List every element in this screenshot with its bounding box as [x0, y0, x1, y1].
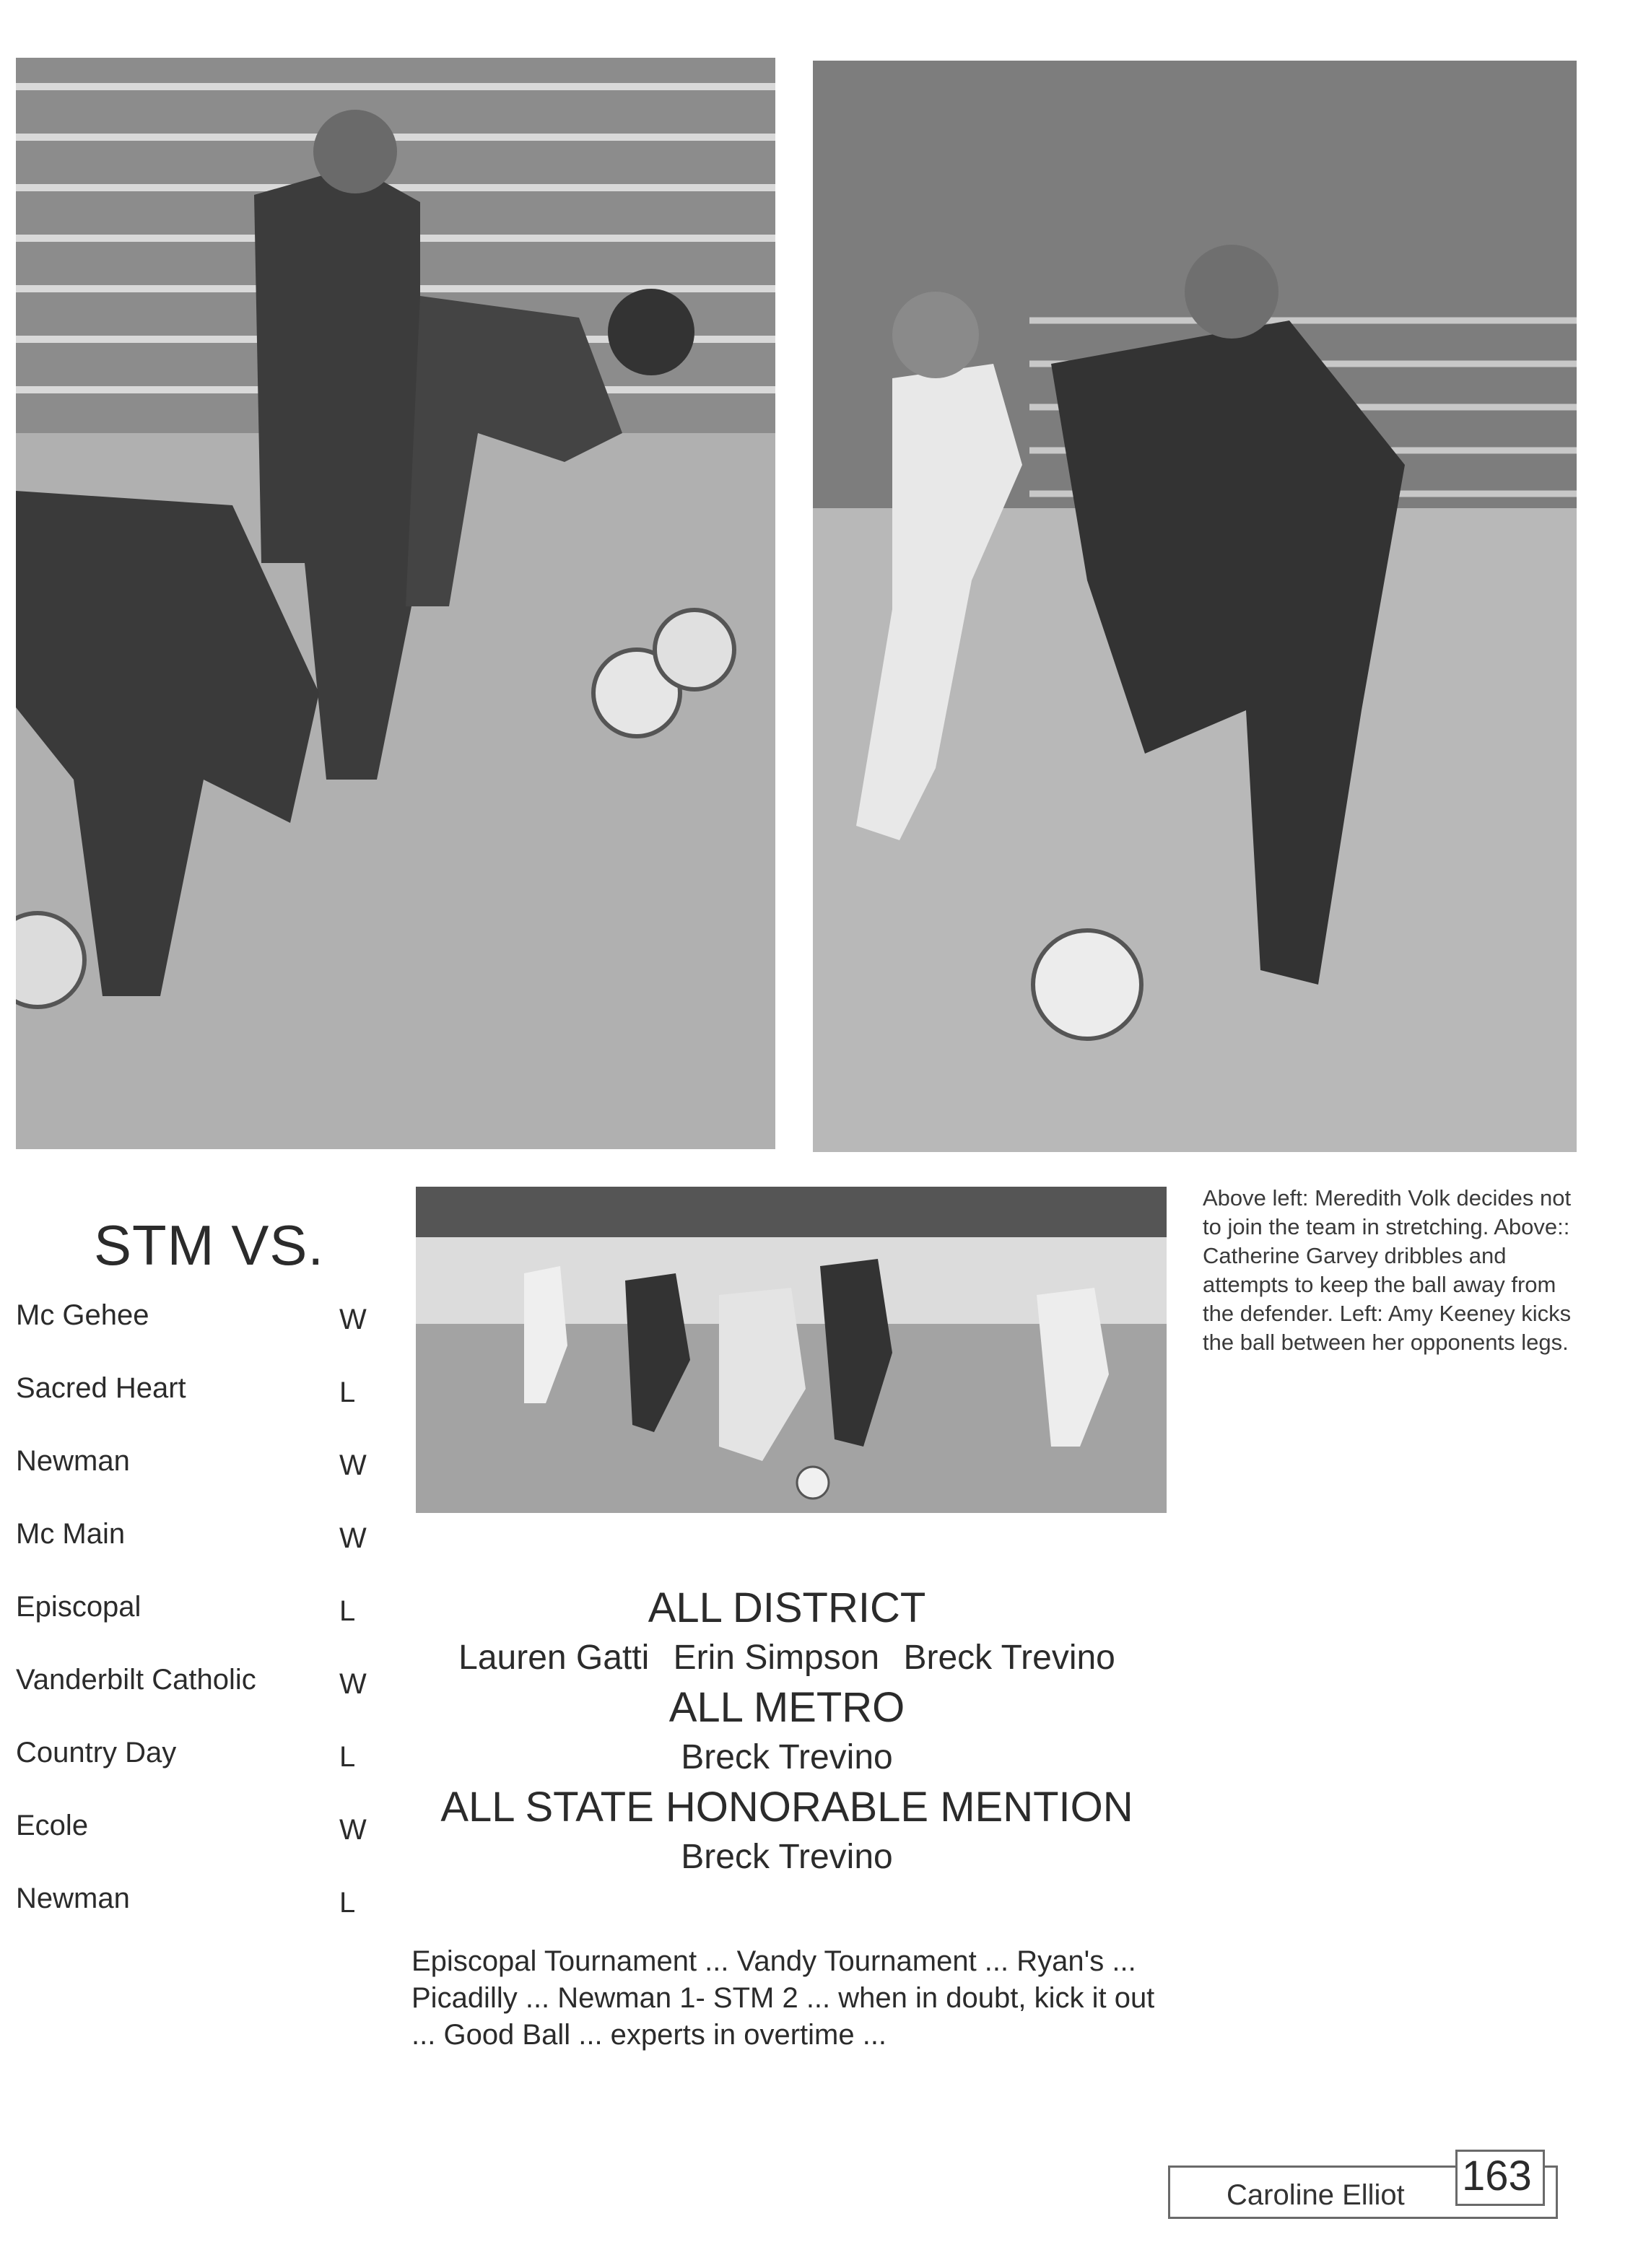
schedule-row [16, 1737, 391, 1780]
game-result: W [339, 1449, 367, 1481]
opponent-name: Country Day [16, 1737, 177, 1768]
game-result: W [339, 1522, 367, 1554]
stretching-scene [16, 58, 775, 1149]
opponent-name: Newman [16, 1883, 130, 1914]
schedule-row [16, 1883, 391, 1926]
game-result: L [339, 1377, 356, 1408]
schedule-row [16, 1299, 391, 1343]
game-result: L [339, 1887, 356, 1919]
opponent-name: Mc Gehee [16, 1299, 149, 1331]
all-metro-name: Breck Trevino [681, 1738, 893, 1776]
schedule-row [16, 1372, 391, 1416]
opponent-name: Ecole [16, 1810, 89, 1841]
opponent-name: Vanderbilt Catholic [16, 1664, 256, 1696]
opponent-name: Episcopal [16, 1591, 141, 1623]
page-number-box [1455, 2150, 1545, 2206]
opponent-name: Mc Main [16, 1518, 126, 1550]
game-result: L [339, 1595, 356, 1627]
honoree-name: Breck Trevino [903, 1639, 1115, 1677]
photo-dribbling [813, 61, 1577, 1152]
page-number: 163 [1462, 2153, 1532, 2199]
season-notes: Episcopal Tournament ... Vandy Tournament ... Ryan's ... Picadilly ... Newman 1- STM 2 ... when in doubt, kick it out ... Good Ball ... experts in overtime ... [411, 1945, 1155, 2051]
all-state-name: Breck Trevino [681, 1838, 893, 1876]
all-metro-heading: ALL METRO [668, 1684, 905, 1731]
photo-game-action [416, 1187, 1167, 1513]
honors-block [404, 1582, 1169, 1881]
game-result: L [339, 1741, 356, 1773]
honoree-name: Lauren Gatti [458, 1639, 650, 1677]
schedule-row [16, 1445, 391, 1488]
game-result: W [339, 1668, 367, 1700]
photo-team-stretching [16, 58, 775, 1149]
all-district-names [404, 1634, 1169, 1682]
all-state-heading: ALL STATE HONORABLE MENTION [440, 1784, 1133, 1831]
photo-caption: Above left: Meredith Volk decides not to join the team in stretching. Above:: Catherine Garvey dribbles and attempts to keep the ball away from the defender. Left: Amy Keeney kicks the ball between her opponents legs. [1203, 1185, 1572, 1355]
opponent-name: Newman [16, 1445, 130, 1477]
opponent-name: Sacred Heart [16, 1372, 186, 1404]
honoree-name: Erin Simpson [673, 1639, 880, 1677]
schedule-row [16, 1591, 391, 1634]
schedule-row [16, 1518, 391, 1561]
photographer-credit: Caroline Elliot [1227, 2179, 1405, 2211]
game-result: W [339, 1814, 367, 1846]
dribbling-scene [813, 61, 1577, 1152]
schedule-row [16, 1810, 391, 1853]
schedule-row [16, 1664, 391, 1707]
schedule-title: STM VS. [94, 1213, 325, 1277]
all-district-heading: ALL DISTRICT [648, 1584, 926, 1631]
game-action-scene [416, 1187, 1167, 1513]
game-result: W [339, 1304, 367, 1335]
